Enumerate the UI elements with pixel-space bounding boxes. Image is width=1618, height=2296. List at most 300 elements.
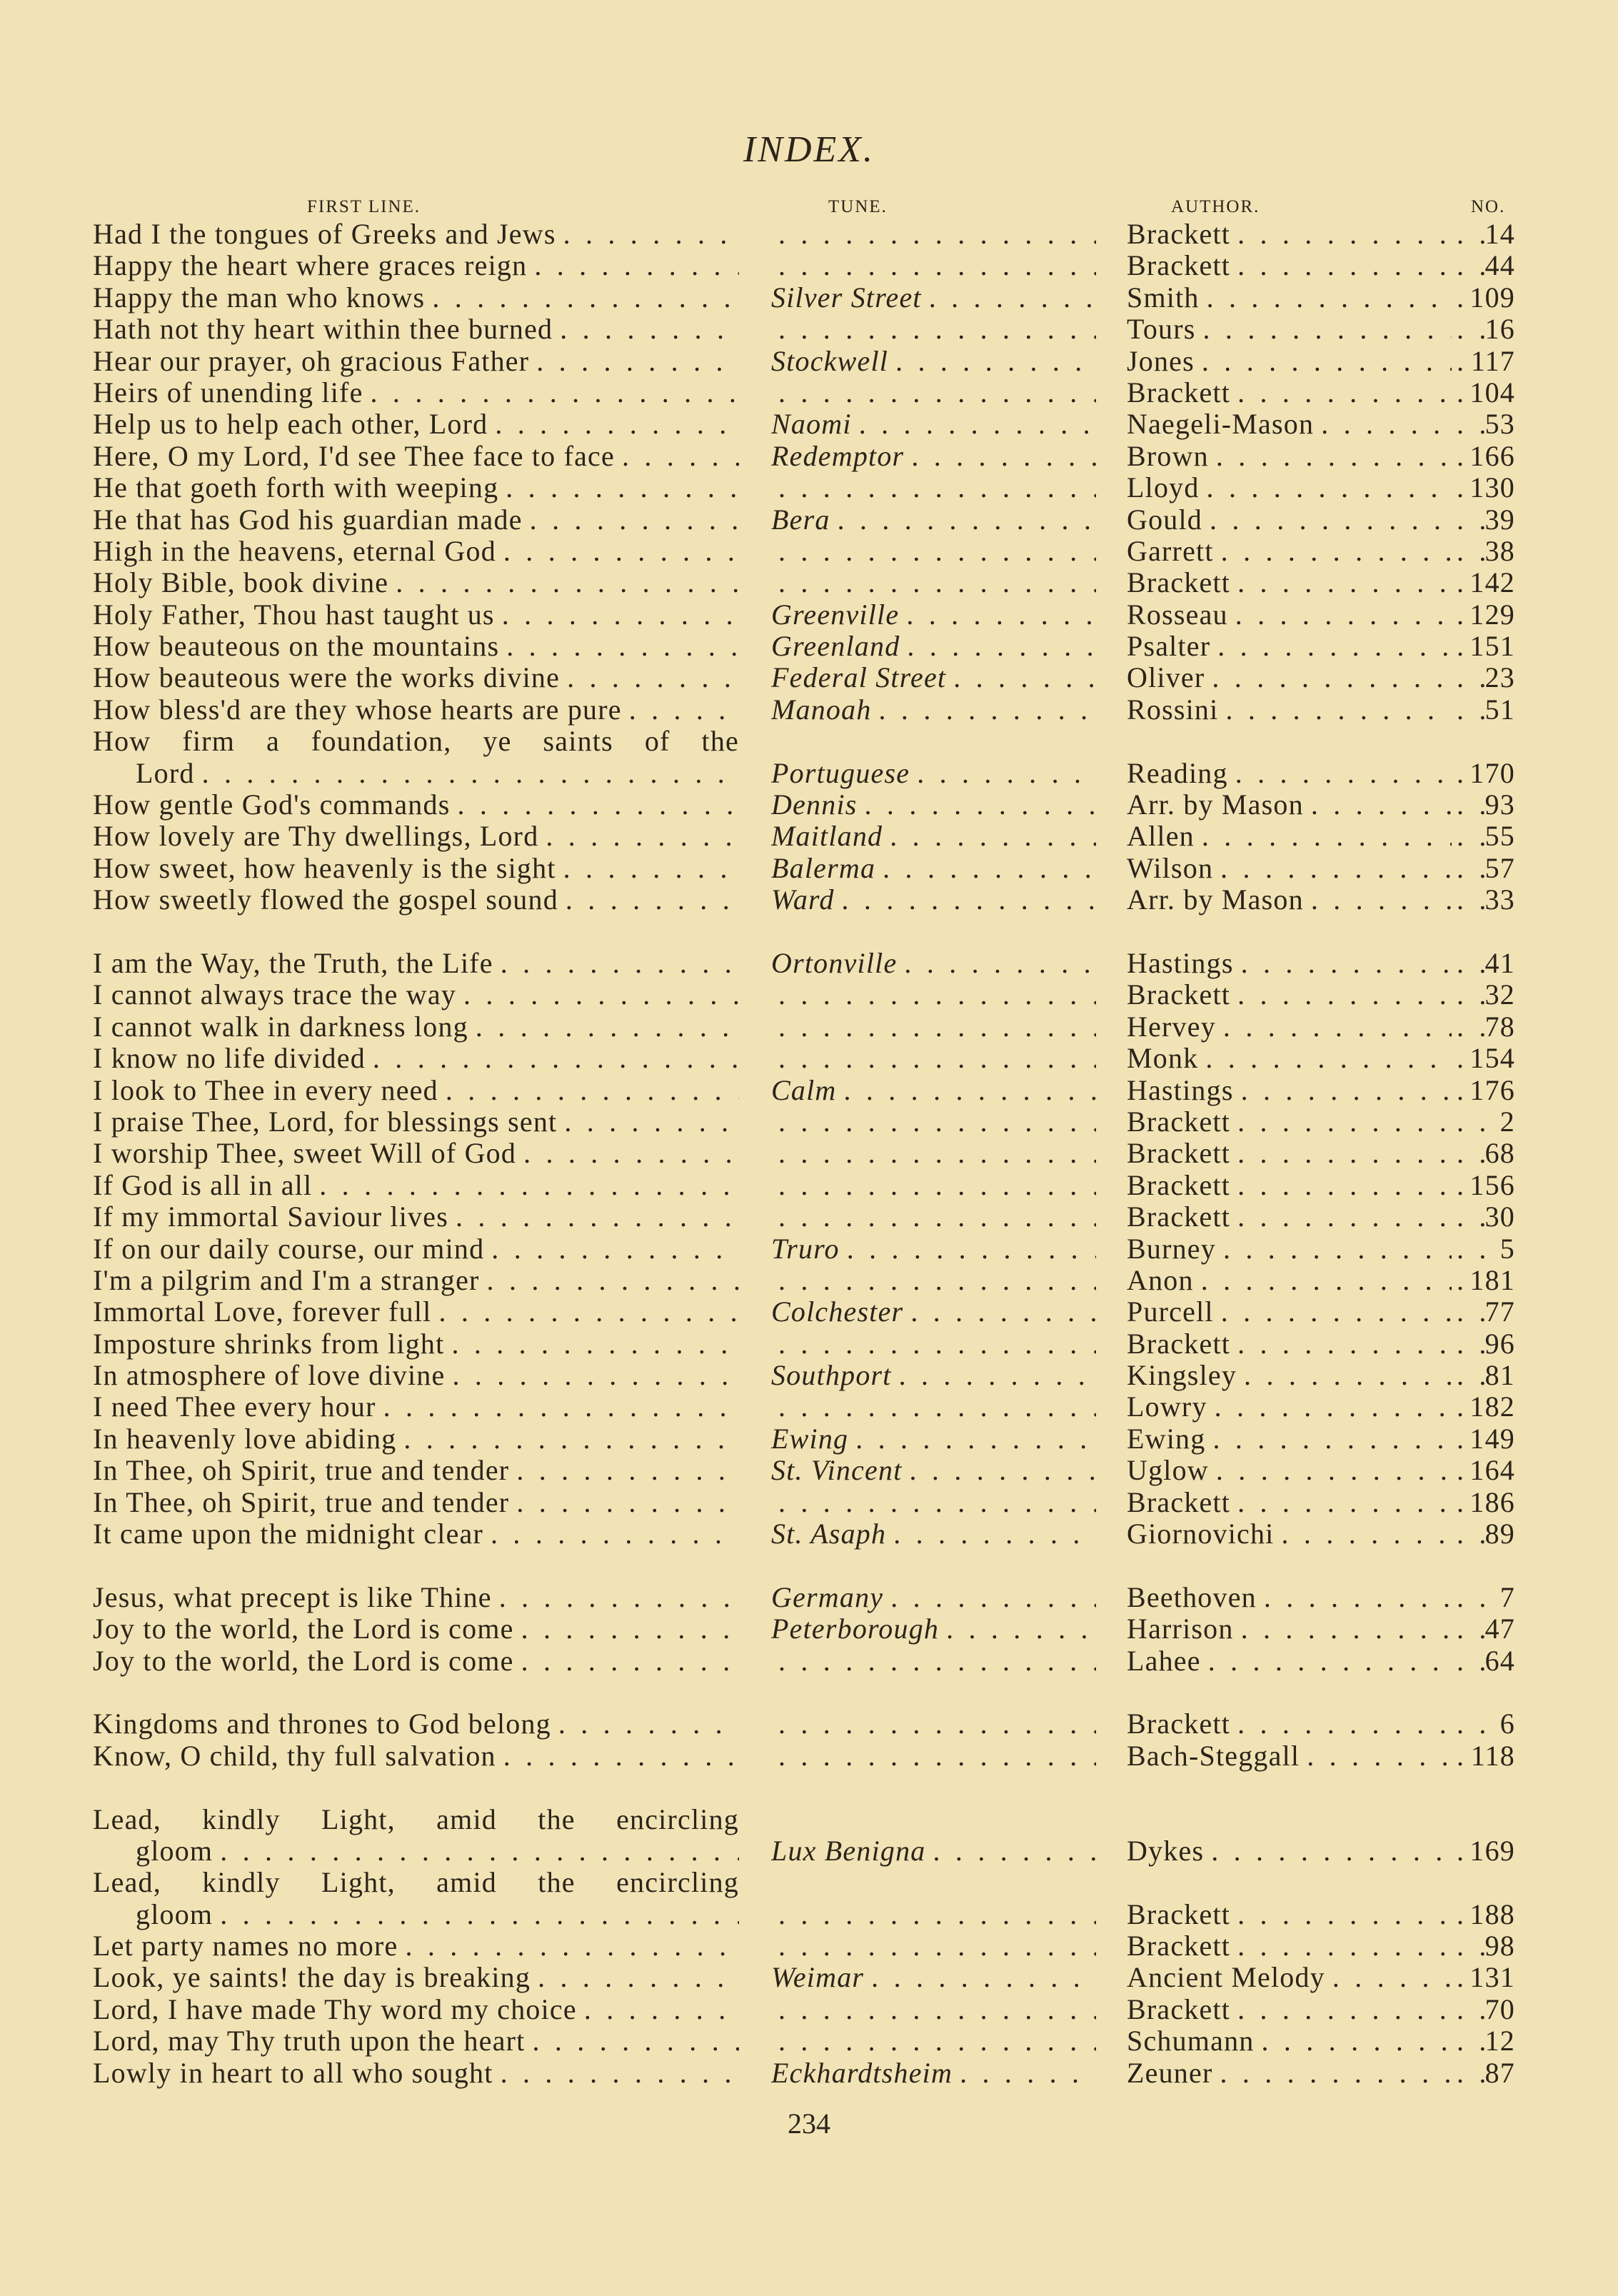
- dot-leader: [1449, 377, 1469, 408]
- tune-cell: [771, 631, 1096, 662]
- dot-leader: [771, 1708, 1096, 1740]
- dot-leader: [1205, 1423, 1452, 1455]
- dot-leader: [1449, 821, 1485, 852]
- number-cell: [1449, 694, 1515, 726]
- dot-leader: [1201, 1645, 1452, 1677]
- index-entry: [0, 1328, 1618, 1360]
- number-cell: [1449, 1930, 1515, 1962]
- hymn-number: 53: [1484, 408, 1515, 441]
- author-cell: [1127, 1233, 1452, 1265]
- index-entry: [0, 1106, 1618, 1138]
- first-line: Hath not thy heart within thee burned: [93, 314, 553, 346]
- hymn-number: 38: [1484, 535, 1515, 567]
- dot-leader: [1449, 1835, 1469, 1867]
- author-name: Tours: [1127, 314, 1196, 346]
- dot-leader: [1449, 1740, 1471, 1772]
- index-entry: [0, 250, 1618, 281]
- dot-leader: [1230, 1170, 1452, 1201]
- dot-leader: [1234, 1075, 1452, 1106]
- tune-cell: [771, 1613, 1096, 1645]
- dot-leader: [1449, 789, 1485, 821]
- dot-leader: [1449, 1043, 1469, 1074]
- tune-cell: [771, 884, 1096, 916]
- first-line: Kingdoms and thrones to God belong: [93, 1708, 551, 1740]
- hymn-number: 151: [1469, 631, 1515, 663]
- dot-leader: [1449, 1138, 1485, 1169]
- tune-cell: [771, 1423, 1096, 1455]
- first-line-cell: [93, 853, 739, 884]
- dot-leader: [1449, 853, 1485, 884]
- dot-leader: [771, 2025, 1096, 2057]
- first-line: How sweetly flowed the gospel sound: [93, 884, 558, 916]
- author-cell: [1127, 1265, 1452, 1296]
- dot-leader: [771, 567, 1096, 598]
- index-entry: [0, 1075, 1618, 1106]
- dot-leader: [771, 250, 1096, 281]
- tune-cell: [771, 1106, 1096, 1138]
- author-cell: [1127, 1455, 1452, 1486]
- author-name: Hervey: [1127, 1011, 1216, 1043]
- hymn-number: 142: [1469, 567, 1515, 599]
- tune-name: Federal Street: [771, 662, 947, 694]
- first-line: I need Thee every hour: [93, 1391, 376, 1423]
- author-cell: [1127, 884, 1452, 916]
- dot-leader: [1449, 1930, 1485, 1962]
- first-line-cell: [93, 1043, 739, 1074]
- tune-cell: [771, 346, 1096, 377]
- tune-cell: [771, 1170, 1096, 1201]
- tune-cell: [771, 1455, 1096, 1486]
- author-cell: [1127, 1423, 1452, 1455]
- first-line: He that has God his guardian made: [93, 503, 523, 536]
- author-cell: [1127, 2025, 1452, 2057]
- dot-leader: [1230, 979, 1452, 1011]
- author-name: Brackett: [1127, 1169, 1231, 1201]
- author-name: Ewing: [1127, 1423, 1206, 1455]
- first-line-cell: [93, 1328, 739, 1360]
- hymn-number: 188: [1469, 1898, 1515, 1930]
- index-entry: [0, 346, 1618, 377]
- first-line: Here, O my Lord, I'd see Thee face to face: [93, 440, 615, 472]
- author-name: Harrison: [1127, 1613, 1234, 1645]
- hymn-number: 98: [1484, 1930, 1515, 1962]
- dot-leader: [771, 1265, 1096, 1296]
- dot-leader: [398, 1930, 739, 1962]
- dot-leader: [312, 1170, 739, 1201]
- author-name: Schumann: [1127, 2025, 1255, 2057]
- tune-cell: [771, 1265, 1096, 1296]
- first-line: How sweet, how heavenly is the sight: [93, 852, 556, 884]
- dot-leader: [551, 1708, 739, 1740]
- number-cell: [1449, 346, 1515, 377]
- author-cell: [1127, 1360, 1452, 1391]
- section-spacer: [0, 1550, 1618, 1581]
- first-line: It came upon the midnight clear: [93, 1518, 484, 1550]
- number-cell: [1449, 567, 1515, 598]
- author-name: Brackett: [1127, 1898, 1231, 1930]
- first-line: How firm a foundation, ye saints of the: [93, 726, 739, 758]
- dot-leader: [1230, 1328, 1452, 1360]
- first-line: How beauteous were the works divine: [93, 662, 561, 694]
- author-name: Lowry: [1127, 1391, 1207, 1423]
- index-entry: [0, 1043, 1618, 1074]
- dot-leader: [1449, 219, 1485, 250]
- header-first-line: FIRST LINE.: [307, 197, 421, 216]
- dot-leader: [376, 1391, 739, 1423]
- index-entry: [0, 314, 1618, 345]
- tune-cell: [771, 282, 1096, 314]
- index-entry: [0, 694, 1618, 726]
- dot-leader: [557, 1106, 739, 1138]
- hymn-number: 131: [1469, 1962, 1515, 1994]
- author-name: Oliver: [1127, 662, 1205, 694]
- first-line-cell: [93, 2057, 739, 2089]
- dot-leader: [1196, 314, 1452, 345]
- first-line-continuation: gloom: [136, 1898, 213, 1930]
- index-entry: [0, 567, 1618, 598]
- tune-cell: [771, 1708, 1096, 1740]
- dot-leader: [910, 758, 1096, 789]
- number-cell: [1449, 1518, 1515, 1550]
- hymn-number: 32: [1484, 979, 1515, 1011]
- dot-leader: [450, 789, 739, 821]
- dot-leader: [1449, 884, 1485, 916]
- tune-cell: [771, 662, 1096, 693]
- index-entry: [0, 948, 1618, 979]
- author-name: Kingsley: [1127, 1360, 1237, 1392]
- number-cell: [1449, 599, 1515, 631]
- first-line: Immortal Love, forever full: [93, 1296, 432, 1328]
- number-cell: [1449, 1138, 1515, 1169]
- index-entry: [0, 1804, 1618, 1835]
- first-line: How lovely are Thy dwellings, Lord: [93, 821, 539, 853]
- author-cell: [1127, 250, 1452, 281]
- number-cell: [1449, 1423, 1515, 1455]
- dot-leader: [622, 694, 739, 726]
- tune-name: Redemptor: [771, 440, 905, 472]
- first-line-cell: [93, 1265, 739, 1296]
- dot-leader: [771, 1487, 1096, 1518]
- number-cell: [1449, 408, 1515, 440]
- index-entry: [0, 1296, 1618, 1328]
- author-name: Beethoven: [1127, 1581, 1257, 1613]
- index-entry: [0, 821, 1618, 852]
- first-line: Happy the man who knows: [93, 281, 426, 314]
- tune-cell: [771, 2057, 1096, 2089]
- first-line-cell: [93, 1582, 739, 1613]
- dot-leader: [1204, 1835, 1452, 1867]
- author-name: Zeuner: [1127, 2057, 1213, 2089]
- index-list: [0, 219, 1618, 2089]
- first-line: I cannot always trace the way: [93, 979, 457, 1011]
- number-cell: [1449, 758, 1515, 789]
- first-line-cell: [93, 758, 739, 789]
- first-line-cell: [93, 1487, 739, 1518]
- index-entry-continuation: [0, 1899, 1618, 1930]
- first-line: Had I the tongues of Greeks and Jews: [93, 219, 556, 250]
- first-line-cell: [93, 1075, 739, 1106]
- first-line-cell: [93, 979, 739, 1011]
- first-line: Lead, kindly Light, amid the encircling: [93, 1867, 739, 1899]
- first-line: I know no life divided: [93, 1043, 366, 1075]
- index-entry: [0, 1455, 1618, 1486]
- author-cell: [1127, 599, 1452, 631]
- author-cell: [1127, 1075, 1452, 1106]
- first-line: Let party names no more: [93, 1930, 398, 1962]
- dot-leader: [531, 1962, 739, 1993]
- hymn-number: 156: [1469, 1169, 1515, 1201]
- author-name: Brackett: [1127, 1486, 1231, 1518]
- first-line: Joy to the world, the Lord is come: [93, 1645, 514, 1677]
- index-entry: [0, 1613, 1618, 1645]
- first-line: Lead, kindly Light, amid the encircling: [93, 1803, 739, 1835]
- hymn-number: 181: [1469, 1264, 1515, 1296]
- header-author: AUTHOR.: [1171, 197, 1260, 216]
- tune-name: Ewing: [771, 1423, 849, 1455]
- number-cell: [1449, 536, 1515, 567]
- hymn-number: 154: [1469, 1043, 1515, 1075]
- first-line-cell: [93, 884, 739, 916]
- author-name: Lahee: [1127, 1645, 1201, 1677]
- number-cell: [1449, 441, 1515, 472]
- author-name: Brackett: [1127, 1993, 1231, 2025]
- section-spacer: [0, 916, 1618, 948]
- dot-leader: [904, 441, 1096, 472]
- number-cell: [1449, 504, 1515, 536]
- author-cell: [1127, 408, 1452, 440]
- dot-leader: [577, 1994, 739, 2025]
- dot-leader: [1449, 1518, 1485, 1550]
- dot-leader: [1207, 1391, 1452, 1423]
- first-line-cell: [93, 1455, 739, 1486]
- dot-leader: [456, 979, 739, 1011]
- dot-leader: [1214, 1296, 1452, 1328]
- dot-leader: [558, 884, 739, 916]
- dot-leader: [529, 346, 739, 377]
- dot-leader: [1449, 472, 1469, 503]
- dot-leader: [875, 853, 1096, 884]
- dot-leader: [1449, 1296, 1485, 1328]
- index-entry: [0, 1360, 1618, 1391]
- first-line-cell: [93, 1708, 739, 1740]
- author-name: Brackett: [1127, 567, 1231, 599]
- hymn-number: 47: [1484, 1613, 1515, 1645]
- first-line: Imposture shrinks from light: [93, 1328, 445, 1360]
- first-line-cell: [93, 789, 739, 821]
- first-line-cell: [93, 726, 739, 757]
- dot-leader: [953, 2057, 1096, 2089]
- author-name: Rosseau: [1127, 598, 1228, 631]
- dot-leader: [1449, 1391, 1469, 1423]
- dot-leader: [1449, 2057, 1485, 2089]
- first-line: If my immortal Saviour lives: [93, 1201, 448, 1233]
- number-cell: [1449, 1360, 1515, 1391]
- hymn-number: 30: [1484, 1201, 1515, 1233]
- dot-leader: [493, 948, 739, 979]
- dot-leader: [1200, 472, 1452, 503]
- author-cell: [1127, 1043, 1452, 1074]
- first-line-cell: [93, 1391, 739, 1423]
- header-tune: TUNE.: [828, 197, 888, 216]
- tune-cell: [771, 1962, 1096, 1993]
- tune-name: Bera: [771, 503, 830, 536]
- first-line-cell: [93, 694, 739, 726]
- dot-leader: [1449, 1075, 1469, 1106]
- tune-name: Lux Benigna: [771, 1835, 926, 1867]
- dot-leader: [488, 408, 739, 440]
- hymn-number: 77: [1484, 1296, 1515, 1328]
- tune-name: St. Asaph: [771, 1518, 887, 1550]
- dot-leader: [771, 1011, 1096, 1043]
- author-name: Brackett: [1127, 219, 1231, 250]
- number-cell: [1449, 1487, 1515, 1518]
- author-name: Brackett: [1127, 1708, 1231, 1740]
- dot-leader: [1230, 1708, 1452, 1740]
- dot-leader: [771, 1391, 1096, 1423]
- hymn-number: 149: [1469, 1423, 1515, 1455]
- first-line-cell: [93, 1233, 739, 1265]
- index-entry: [0, 441, 1618, 472]
- dot-leader: [1449, 250, 1485, 281]
- dot-leader: [1218, 694, 1452, 726]
- dot-leader: [1314, 408, 1452, 440]
- dot-leader: [771, 536, 1096, 567]
- number-cell: [1449, 821, 1515, 852]
- dot-leader: [1449, 282, 1469, 314]
- dot-leader: [771, 979, 1096, 1011]
- first-line-cell: [93, 219, 739, 250]
- number-cell: [1449, 1075, 1515, 1106]
- dot-leader: [848, 1423, 1096, 1455]
- hymn-number: 70: [1484, 1993, 1515, 2025]
- hymn-number: 182: [1469, 1391, 1515, 1423]
- page-number: 234: [788, 2107, 830, 2140]
- author-cell: [1127, 314, 1452, 345]
- author-cell: [1127, 631, 1452, 662]
- hymn-number: 51: [1484, 693, 1515, 726]
- first-line: How beauteous on the mountains: [93, 631, 500, 663]
- number-cell: [1449, 314, 1515, 345]
- dot-leader: [1449, 1645, 1485, 1677]
- first-line-cell: [93, 1011, 739, 1043]
- dot-leader: [1449, 1994, 1485, 2025]
- number-cell: [1449, 1170, 1515, 1201]
- index-entry: [0, 1740, 1618, 1772]
- first-line: I look to Thee in every need: [93, 1074, 438, 1106]
- index-entry: [0, 1391, 1618, 1423]
- dot-leader: [493, 2057, 739, 2089]
- dot-leader: [771, 314, 1096, 345]
- first-line-cell: [93, 1138, 739, 1169]
- hymn-number: 55: [1484, 821, 1515, 853]
- hymn-number: 5: [1499, 1233, 1515, 1265]
- author-cell: [1127, 536, 1452, 567]
- tune-name: St. Vincent: [771, 1455, 903, 1487]
- index-entry: [0, 853, 1618, 884]
- page-title: INDEX.: [743, 129, 875, 170]
- number-cell: [1449, 1962, 1515, 1993]
- first-line-cell: [93, 1296, 739, 1328]
- dot-leader: [1228, 599, 1452, 631]
- first-line: How gentle God's commands: [93, 789, 451, 821]
- hymn-number: 41: [1484, 947, 1515, 979]
- author-cell: [1127, 1645, 1452, 1677]
- dot-leader: [1230, 219, 1452, 250]
- tune-cell: [771, 1899, 1096, 1930]
- first-line-cell: [93, 1423, 739, 1455]
- first-line-cell: [93, 472, 739, 503]
- tune-name: Greenland: [771, 631, 900, 663]
- tune-cell: [771, 567, 1096, 598]
- index-entry: [0, 1645, 1618, 1677]
- author-cell: [1127, 1391, 1452, 1423]
- number-cell: [1449, 2025, 1515, 2057]
- first-line: Joy to the world, the Lord is come: [93, 1613, 514, 1645]
- dot-leader: [1257, 1582, 1452, 1613]
- dot-leader: [1325, 1962, 1452, 1993]
- first-line: Help us to help each other, Lord: [93, 408, 488, 441]
- hymn-number: 81: [1484, 1360, 1515, 1392]
- number-cell: [1449, 853, 1515, 884]
- first-line: I'm a pilgrim and I'm a stranger: [93, 1264, 480, 1296]
- index-entry: [0, 1962, 1618, 1993]
- dot-leader: [560, 662, 739, 693]
- first-line-cell: [93, 1994, 739, 2025]
- first-line-cell: [93, 567, 739, 598]
- dot-leader: [509, 1487, 739, 1518]
- tune-cell: [771, 408, 1096, 440]
- hymn-number: 164: [1469, 1455, 1515, 1487]
- dot-leader: [1449, 1708, 1500, 1740]
- dot-leader: [1449, 1360, 1485, 1391]
- author-name: Lloyd: [1127, 472, 1200, 504]
- dot-leader: [1230, 1487, 1452, 1518]
- dot-leader: [1449, 1170, 1469, 1201]
- first-line: I am the Way, the Truth, the Life: [93, 947, 493, 979]
- first-line: Happy the heart where graces reign: [93, 250, 528, 282]
- dot-leader: [1449, 441, 1469, 472]
- dot-leader: [1209, 441, 1452, 472]
- index-entry: [0, 599, 1618, 631]
- first-line: Jesus, what precept is like Thine: [93, 1581, 492, 1613]
- author-name: Wilson: [1127, 852, 1214, 884]
- dot-leader: [1202, 504, 1452, 536]
- index-entry: [0, 1994, 1618, 2025]
- dot-leader: [771, 1899, 1096, 1930]
- index-entry: [0, 1930, 1618, 1962]
- dot-leader: [1449, 758, 1469, 789]
- index-entry-continuation: [0, 1835, 1618, 1867]
- author-cell: [1127, 346, 1452, 377]
- author-name: Allen: [1127, 821, 1195, 853]
- dot-leader: [195, 758, 739, 789]
- author-cell: [1127, 821, 1452, 852]
- dot-leader: [438, 1075, 739, 1106]
- tune-cell: [771, 377, 1096, 408]
- dot-leader: [556, 853, 739, 884]
- index-entry: [0, 536, 1618, 567]
- dot-leader: [1449, 948, 1485, 979]
- number-cell: [1449, 1265, 1515, 1296]
- tune-cell: [771, 1930, 1096, 1962]
- hymn-number: 87: [1484, 2057, 1515, 2089]
- dot-leader: [499, 631, 739, 662]
- section-spacer: [0, 1677, 1618, 1708]
- hymn-number: 33: [1484, 884, 1515, 916]
- first-line: Hear our prayer, oh gracious Father: [93, 345, 530, 377]
- first-line: High in the heavens, eternal God: [93, 535, 496, 567]
- author-name: Brackett: [1127, 1106, 1231, 1138]
